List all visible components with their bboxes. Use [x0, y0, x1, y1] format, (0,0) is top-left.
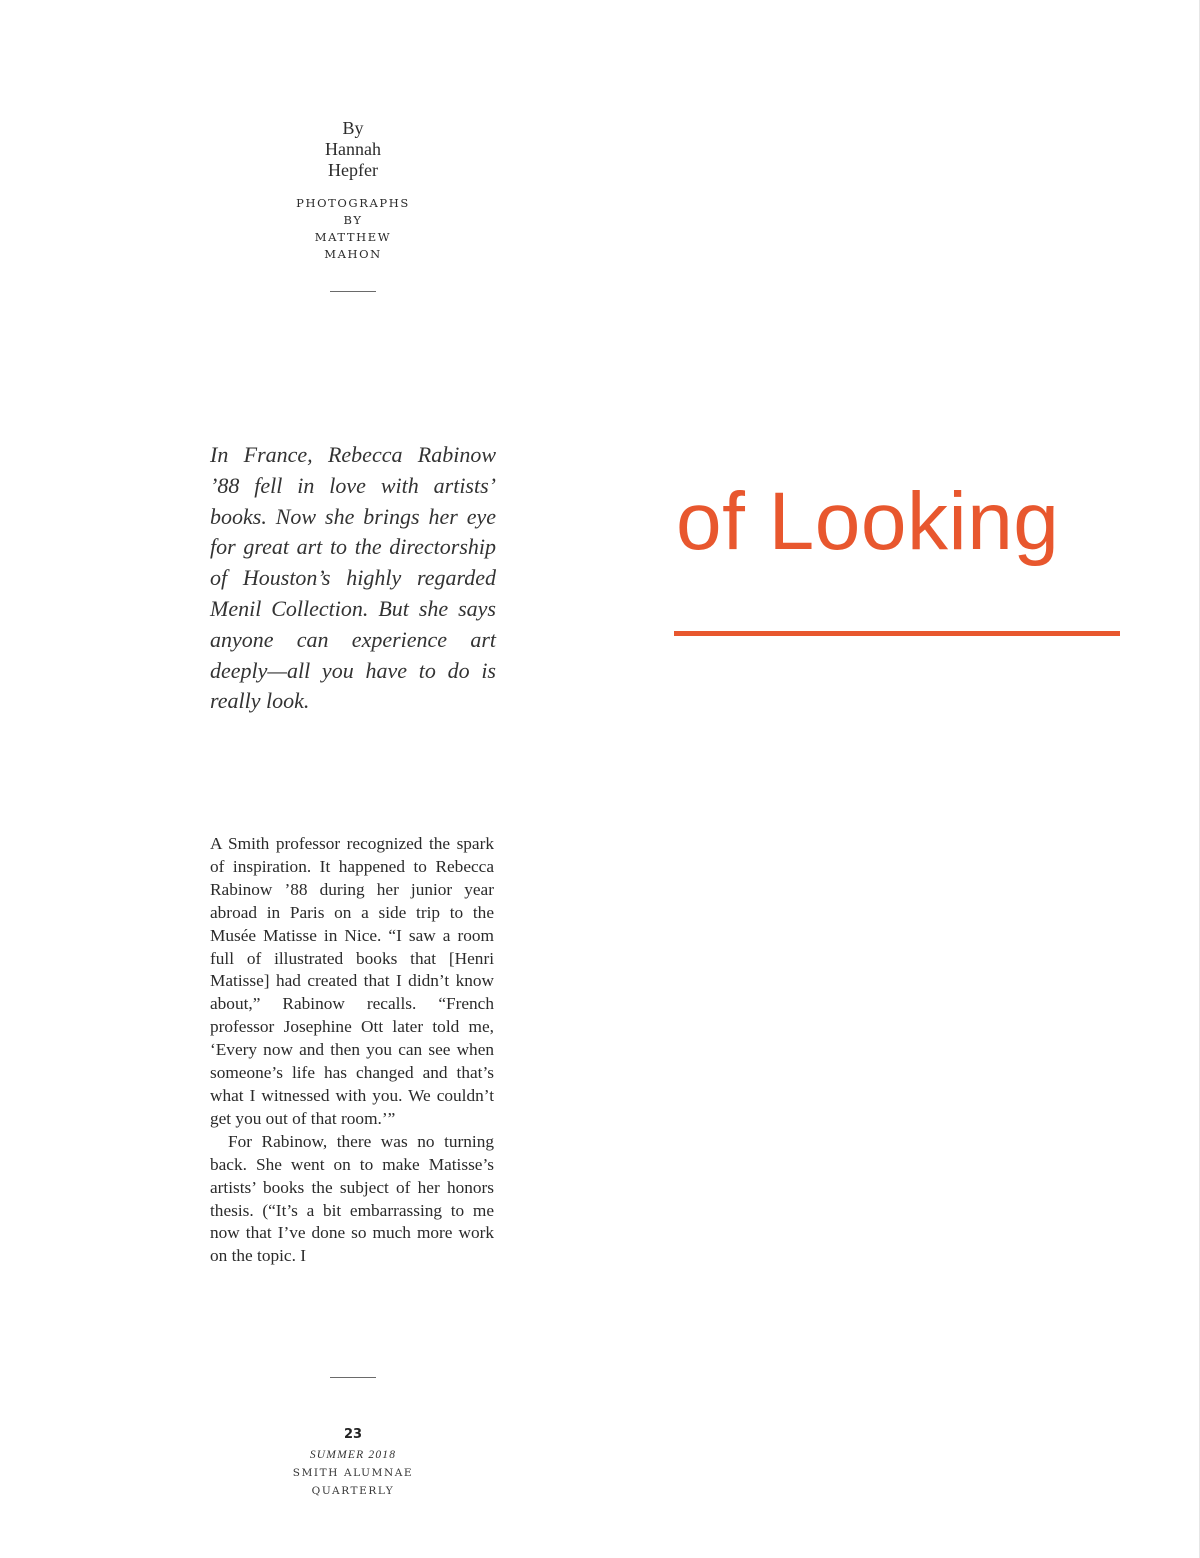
- photo-credit-line: MAHON: [324, 247, 382, 261]
- headline-underline: [674, 631, 1120, 636]
- article-body: [210, 833, 494, 1268]
- photo-credit-line: MATTHEW: [314, 230, 392, 244]
- photo-credit-line: BY: [343, 213, 363, 227]
- folio-divider: [330, 1377, 376, 1378]
- body-paragraph: For Rabinow, there was no turning back. She went on to make Matisse’s artists’ books the subject of her honors thesis. (“It’s a bit embarrassing to me now that I’ve done so much more work on the topic. I: [210, 1131, 494, 1266]
- byline-divider: [330, 291, 376, 292]
- byline-author-first: Hannah: [325, 139, 381, 159]
- body-paragraph: A Smith professor recognized the spark of inspiration. It happened to Rebecca Rabinow ’88 during her junior year abroad in Paris on a side trip to the Musée Matisse in Nice. “I saw a room full of illustrated books that [Henri Matisse] had created that I didn’t know about,” Rabinow recalls. “French professor Josephine Ott later told me, ‘Every now and then you can see when someone’s life has changed and that’s what I witnessed with you. We couldn’t get you out of that room.’”: [210, 834, 494, 1128]
- article-headline: of Looking: [676, 476, 1060, 567]
- byline: [268, 118, 438, 263]
- publication-name: QUARTERLY: [311, 1485, 395, 1497]
- publication-name: SMITH ALUMNAE: [292, 1467, 414, 1479]
- byline-by: By: [342, 118, 364, 138]
- photo-credit: [268, 195, 438, 263]
- folio: [273, 1426, 433, 1500]
- byline-author-last: Hepfer: [328, 160, 378, 180]
- photo-credit-line: PHOTOGRAPHS: [296, 196, 410, 210]
- article-deck: In France, Rebecca Rabinow ’88 fell in love with artists’ books. Now she brings her eye for great art to the directorship of Houston’s highly regarded Menil Collection. But she says anyone can experience art deeply—all you have to do is really look.: [210, 442, 496, 714]
- page-number: 23: [343, 1427, 363, 1442]
- issue-date: SUMMER 2018: [309, 1449, 397, 1461]
